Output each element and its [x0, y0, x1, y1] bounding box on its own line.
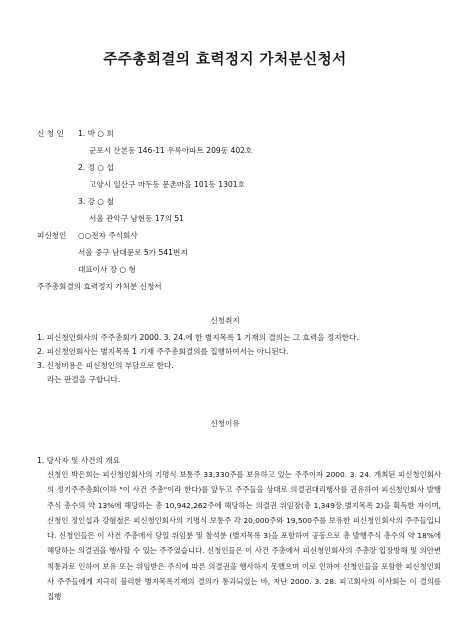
purpose-closing: 라는 판결을 구합니다.: [47, 375, 121, 384]
document-title: 주주총회결의 효력정지 가처분신청서: [103, 52, 347, 68]
applicant-2-address: 고양시 일산구 마두동 문촌마을 101동 1301호: [89, 180, 245, 189]
purpose-item: 2. 피신청인회사는 별지목록 1 기재 주주총회결의를 집행하여서는 아니된다.: [37, 347, 289, 356]
section-1-body: 신청인 박은희는 피신청인회사의 기명식 보통주 33,330주를 보유하고 있는 주주이자 2000. 3. 24. 개최된 피신청인회사의 정기주주총회(이하 "이 사건 주총"이라 한다)를 앞두고 주주들을 상대로 의결권대리행사를 권유하여 피신청인회사 발행주식 총수의 약 13%에 해당하는 총 10,942,262주에 해당하는 의결권 위임장(총 1,349장 별지목록 2)을 획득한 자이며, 신청인 정인섭과 강형철은 피신청인회사의 기명식 보통주 각 20,000주와 19,500주를 보유한 피신청인회사의 주주들입니다. 신청인들은 이 사건 주총에서 당일 위임분 및 참석분 (별지목록 3)을 포함하여 공동으로 총 발행주식 총수의 약 18%에 해당하는 의결권을 행사할 수 있는 주주였습니다. 신청인들은 이 사건 주총에서 피신청인회사의 주총장 입장방해 및 의안변칙통과로 인하여 보유 또는 위임받은 주식에 따른 의결권을 행사하지 못했으며 이로 인하여 신청인들을 포함한 피신청인회사 주주들에게 지극히 불리한 별지목록기재의 결의가 통과되었는 바, 지난 2000. 3. 28. 피고회사의 이사회는 이 결의를 집행: [47, 470, 441, 602]
respondent-label: 피신청인: [37, 231, 67, 240]
case-title: 주주총회결의 효력정지 가처분 신청서: [37, 282, 162, 291]
purpose-item: 3. 신청비용은 피신청인의 부담으로 한다.: [37, 361, 174, 370]
respondent-name: ○○전자 주식회사: [78, 231, 138, 240]
purpose-heading: 신청취지: [210, 316, 240, 325]
applicant-1-name: 1. 박 ○ 희: [78, 129, 114, 138]
respondent-address: 서울 중구 남대문로 5가 541번지: [78, 248, 188, 257]
applicant-3-address: 서울 관악구 남현동 17의 51: [89, 214, 184, 223]
reasons-heading: 신청이유: [210, 419, 240, 428]
applicant-2-name: 2. 정 ○ 섭: [78, 163, 114, 172]
respondent-representative: 대표이사 장 ○ 형: [78, 265, 136, 274]
applicant-3-name: 3. 강 ○ 철: [78, 197, 114, 206]
purpose-item: 1. 피신청인회사의 주주총회가 2000. 3. 24.에 한 별지목록 1 기재의 결의는 그 효력을 정지한다.: [37, 333, 359, 342]
section-1-title: 1. 당사자 및 사건의 개요: [37, 456, 120, 465]
applicant-1-address: 군포시 산본동 146-11 우륵아파트 209동 402호: [89, 146, 253, 155]
applicant-label: 신 청 인: [37, 129, 64, 138]
